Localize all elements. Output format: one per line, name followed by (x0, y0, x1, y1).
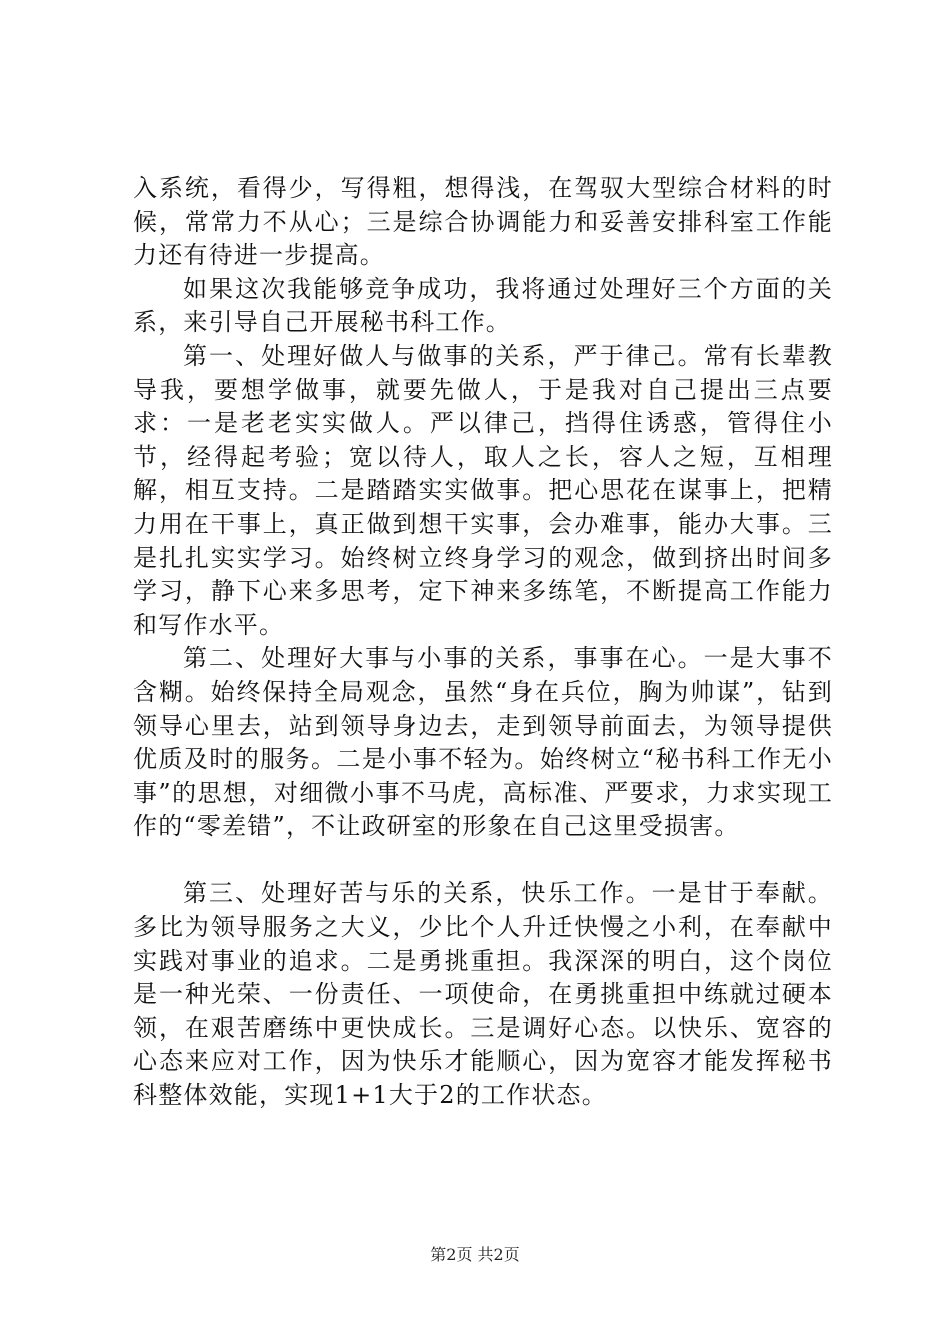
paragraph-intro: 如果这次我能够竞争成功，我将通过处理好三个方面的关系，来引导自己开展秘书科工作。 (133, 274, 833, 337)
paragraph-point-three: 第三、处理好苦与乐的关系，快乐工作。一是甘于奉献。多比为领导服务之大义，少比个人升迁快慢之小利，在奉献中实践对事业的追求。二是勇挑重担。我深深的明白，这个岗位是一种光荣、一份责任、一项使命，在勇挑重担中练就过硬本领，在艰苦磨练中更快成长。三是调好心态。以快乐、宽容的心态来应对工作，因为快乐才能顺心，因为宽容才能发挥秘书科整体效能，实现1+1大于2的工作状态。 (133, 879, 833, 1110)
paragraph-gap (133, 844, 833, 878)
paragraph-point-one: 第一、处理好做人与做事的关系，严于律己。常有长辈教导我，要想学做事，就要先做人，于是我对自己提出三点要求：一是老老实实做人。严以律己，挡得住诱惑，管得住小节，经得起考验；宽以待人，取人之长，容人之短，互相理解，相互支持。二是踏踏实实做事。把心思花在谋事上，把精力用在干事上，真正做到想干实事，会办难事，能办大事。三是扎扎实实学习。始终树立终身学习的观念，做到挤出时间多学习，静下心来多思考，定下神来多练笔，不断提高工作能力和写作水平。 (133, 341, 833, 639)
paragraph-point-two: 第二、处理好大事与小事的关系，事事在心。一是大事不含糊。始终保持全局观念，虽然“身在兵位，胸为帅谋”，钻到领导心里去，站到领导身边去，走到领导前面去，为领导提供优质及时的服务。二是小事不轻为。始终树立“秘书科工作无小事”的思想，对细微小事不马虎，高标准、严要求，力求实现工作的“零差错”，不让政研室的形象在自己这里受损害。 (133, 644, 833, 841)
paragraph-continuation: 入系统，看得少，写得粗，想得浅，在驾驭大型综合材料的时候，常常力不从心；三是综合协调能力和妥善安排科室工作能力还有待进一步提高。 (133, 174, 833, 270)
page-footer: 第2页 共2页 (430, 1245, 520, 1264)
document-body (133, 172, 833, 1113)
